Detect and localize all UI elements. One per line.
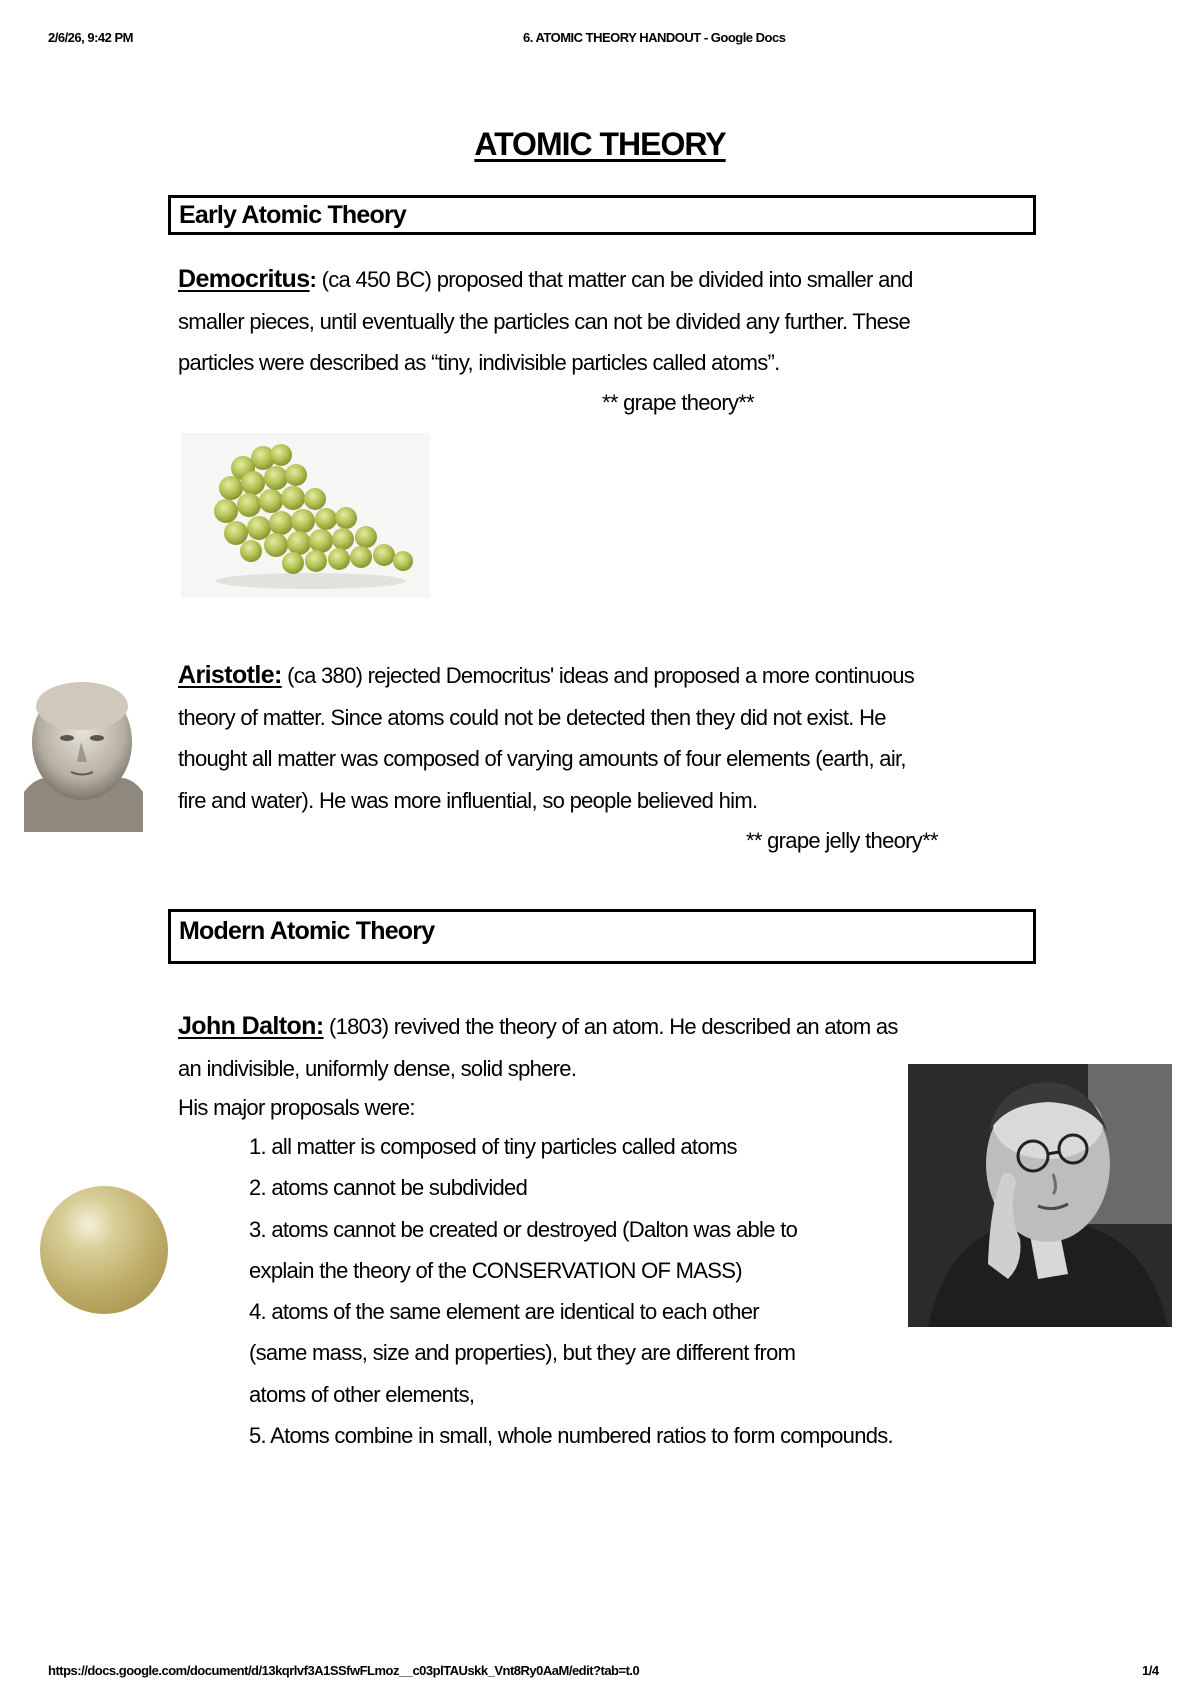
dalton-portrait-image	[908, 1064, 1172, 1327]
proposal-item-4: 4. atoms of the same element are identical to each other	[249, 1299, 759, 1325]
aristotle-line-2: theory of matter. Since atoms could not be detected then they did not exist. He	[178, 704, 886, 730]
aristotle-bust-image	[19, 672, 146, 838]
dalton-name: John Dalton:	[178, 1012, 324, 1040]
grape-bunch-image	[181, 433, 430, 598]
aristotle-bust-icon	[19, 672, 146, 838]
proposal-item-4-cont-2: atoms of other elements,	[249, 1381, 475, 1407]
democritus-name: Democritus	[178, 265, 310, 293]
aristotle-paragraph	[178, 655, 1038, 821]
section-heading-modern-label: Modern Atomic Theory	[179, 917, 435, 945]
aristotle-line-3: thought all matter was composed of varying amounts of four elements (earth, air,	[178, 746, 906, 771]
grape-jelly-theory-note: ** grape jelly theory**	[746, 828, 938, 853]
print-header	[0, 30, 1200, 50]
print-page-number: 1/4	[1142, 1663, 1159, 1678]
grape-theory-note: ** grape theory**	[602, 390, 754, 415]
dalton-portrait-icon	[908, 1064, 1172, 1327]
democritus-line-2: smaller pieces, until eventually the particles can not be divided any further. These	[178, 308, 911, 334]
democritus-line-1: (ca 450 BC) proposed that matter can be divided into smaller and	[316, 267, 913, 292]
democritus-colon: :	[309, 267, 317, 292]
print-footer	[0, 1663, 1200, 1683]
dalton-line-1: (1803) revived the theory of an atom. He described an atom as	[323, 1014, 898, 1039]
print-url: https://docs.google.com/document/d/13kqrlvf3A1SSfwFLmoz__c03plTAUskk_Vnt8Ry0AaM/edit?tab=t.0	[48, 1663, 640, 1678]
grape-bunch-icon	[181, 433, 430, 598]
aristotle-line-4: fire and water). He was more influential, so people believed him.	[178, 787, 758, 813]
aristotle-name: Aristotle:	[178, 661, 282, 689]
democritus-line-3: particles were described as “tiny, indivisible particles called atoms”.	[178, 350, 780, 375]
dalton-proposals-list	[249, 1126, 1009, 1456]
proposal-item-3: 3. atoms cannot be created or destroyed (Dalton was able to	[249, 1216, 798, 1242]
proposal-item-3-cont: explain the theory of the CONSERVATION OF MASS)	[249, 1257, 742, 1283]
print-doc-title: 6. ATOMIC THEORY HANDOUT - Google Docs	[523, 30, 786, 45]
document-title-text: ATOMIC THEORY	[474, 126, 726, 162]
document-title	[0, 126, 1200, 163]
proposal-item-5: 5. Atoms combine in small, whole numbered ratios to form compounds.	[249, 1423, 893, 1449]
solid-sphere-image	[40, 1186, 168, 1314]
aristotle-line-1: (ca 380) rejected Democritus' ideas and proposed a more continuous	[281, 663, 915, 688]
print-datetime: 2/6/26, 9:42 PM	[48, 30, 133, 45]
democritus-paragraph	[178, 259, 1038, 384]
section-heading-modern	[168, 909, 1036, 964]
dalton-line-2: an indivisible, uniformly dense, solid sphere.	[178, 1055, 577, 1081]
section-heading-early	[168, 195, 1036, 235]
proposal-item-1: 1. all matter is composed of tiny particles called atoms	[249, 1134, 737, 1159]
proposal-item-4-cont-1: (same mass, size and properties), but they are different from	[249, 1340, 796, 1366]
dalton-line-3: His major proposals were:	[178, 1095, 415, 1120]
proposal-item-2: 2. atoms cannot be subdivided	[249, 1175, 528, 1201]
section-heading-early-label: Early Atomic Theory	[179, 201, 406, 229]
